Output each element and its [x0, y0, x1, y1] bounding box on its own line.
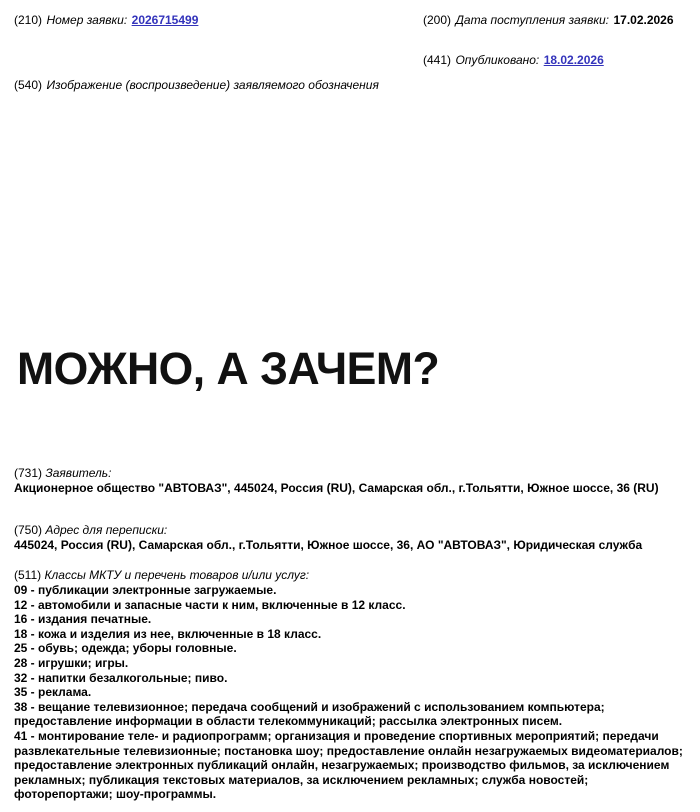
trademark-wordmark-text: МОЖНО, А ЗАЧЕМ?: [17, 343, 440, 394]
filing-date-label: Дата поступления заявки:: [455, 13, 610, 27]
correspondence-value: 445024, Россия (RU), Самарская обл., г.Тольятти, Южное шоссе, 36, АО "АВТОВАЗ", Юридическая служба: [14, 538, 643, 552]
published-date-row: [423, 51, 674, 69]
inid-code-210: (210): [14, 13, 43, 27]
mark-image-caption: [14, 76, 379, 94]
class-list-item: 28 - игрушки; игры.: [14, 655, 129, 670]
filing-date-value: 17.02.2026: [613, 13, 674, 27]
application-number-label: Номер заявки:: [46, 13, 128, 27]
trademark-image: [0, 100, 700, 450]
header-right-column: [423, 11, 674, 69]
classes-list: [14, 583, 690, 802]
header: [0, 0, 700, 70]
inid-code-441: (441): [423, 53, 452, 67]
inid-code-511: (511): [14, 568, 42, 582]
inid-code-731: (731): [14, 466, 43, 480]
applicant-value: Акционерное общество "АВТОВАЗ", 445024, Россия (RU), Самарская обл., г.Тольятти, Южное шоссе, 36 (RU): [14, 481, 659, 495]
correspondence-label: Адрес для переписки:: [45, 523, 168, 537]
class-list-item: 16 - издания печатные.: [14, 612, 152, 627]
mark-image-label: Изображение (воспроизведение) заявляемого обозначения: [46, 78, 379, 92]
published-date-link[interactable]: 18.02.2026: [543, 53, 604, 67]
classes-block: [14, 568, 690, 802]
class-list-item: 25 - обувь; одежда; уборы головные.: [14, 641, 237, 656]
application-number-row: [14, 11, 198, 29]
inid-code-750: (750): [14, 523, 43, 537]
correspondence-heading: [14, 523, 690, 538]
inid-code-200: (200): [423, 13, 452, 27]
correspondence-block: [14, 523, 690, 553]
published-date-label: Опубликовано:: [455, 53, 540, 67]
classes-heading: [14, 568, 690, 583]
class-list-item: 09 - публикации электронные загружаемые.: [14, 583, 277, 597]
class-list-item: 41 - монтирование теле- и радиопрограмм; организация и проведение спортивных мероприятий; передачи развлекательные телевизионные; постановка шоу; предоставление онлайн незагружаемых видеоматериалов; предоставление электронных публикаций онлайн, незагружаемых; производство фильмов, за исключением рекламных; публикация текстовых материалов, за исключением рекламных; служба новостей; фоторепортажи; шоу-программы.: [14, 728, 683, 802]
applicant-heading: [14, 466, 690, 481]
filing-date-row: [423, 11, 674, 29]
class-list-item: 32 - напитки безалкогольные; пиво.: [14, 670, 228, 685]
applicant-label: Заявитель:: [45, 466, 112, 480]
inid-code-540: (540): [14, 78, 43, 92]
class-list-item: 35 - реклама.: [14, 685, 92, 700]
classes-label: Классы МКТУ и перечень товаров и/или услуг:: [44, 568, 310, 582]
application-number-link[interactable]: 2026715499: [131, 13, 199, 27]
applicant-block: [14, 466, 690, 496]
class-list-item: 12 - автомобили и запасные части к ним, включенные в 12 класс.: [14, 597, 406, 612]
class-list-item: 18 - кожа и изделия из нее, включенные в 18 класс.: [14, 626, 322, 641]
class-list-item: 38 - вещание телевизионное; передача сообщений и изображений с использованием компьютера; предоставление информации в области телекоммуникаций; рассылка электронных писем.: [14, 699, 605, 729]
